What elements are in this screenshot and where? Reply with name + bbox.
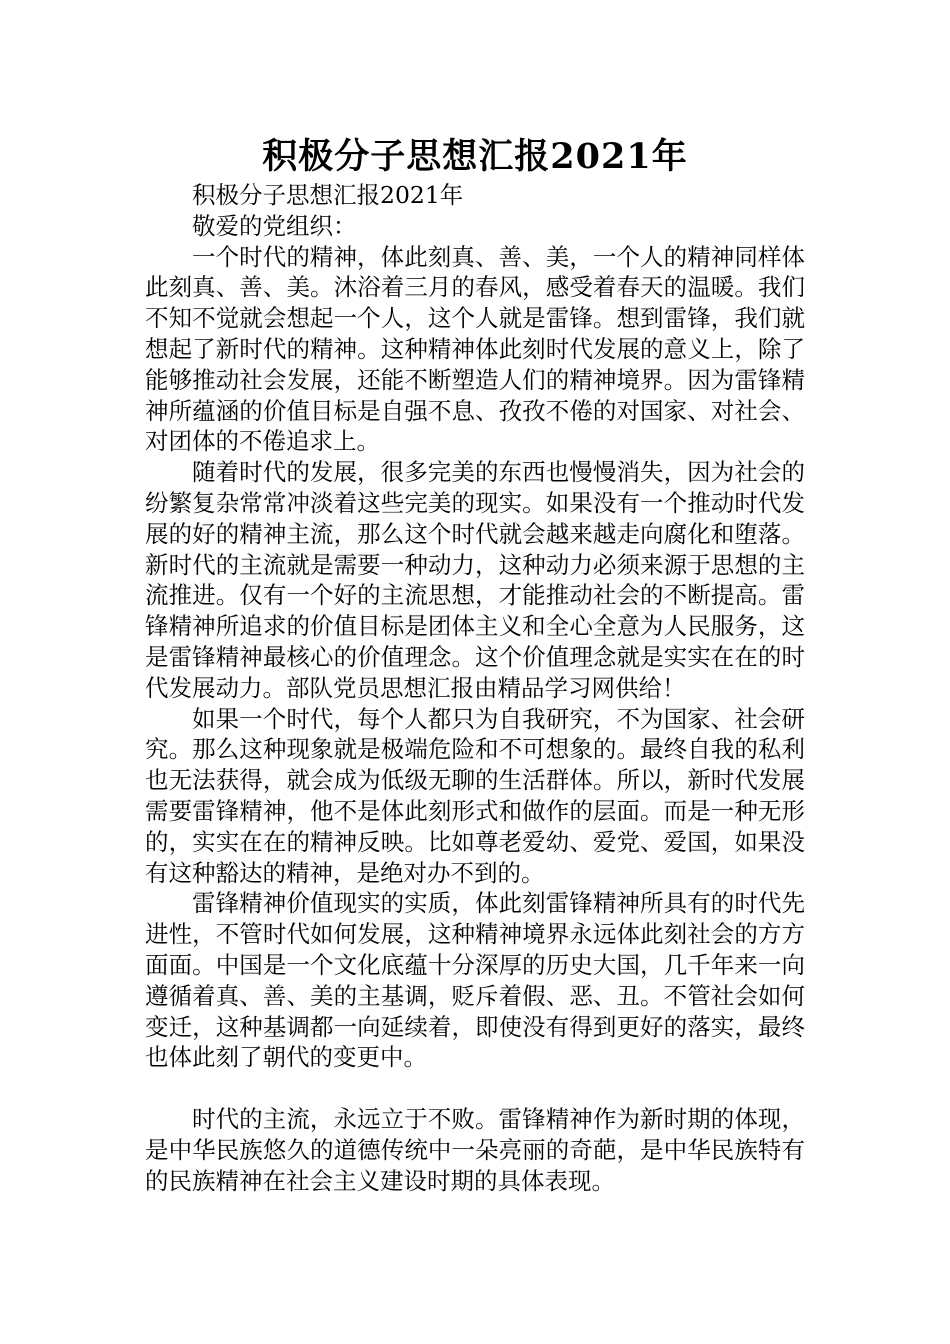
paragraph: 一个时代的精神，体此刻真、善、美，一个人的精神同样体此刻真、善、美。沐浴着三月的春风，感受着春天的温暖。我们不知不觉就会想起一个人，这个人就是雷锋。想到雷锋，我们就想起了新时代的精神。这种精神体此刻时代发展的意义上，除了能够推动社会发展，还能不断塑造人们的精神境界。因为雷锋精神所蕴涵的价值目标是自强不息、孜孜不倦的对国家、对社会、对团体的不倦追求上。 xyxy=(145,242,805,456)
salutation: 敬爱的党组织： xyxy=(192,211,357,240)
paragraph: 随着时代的发展，很多完美的东西也慢慢消失，因为社会的纷繁复杂常常冲淡着这些完美的现实。如果没有一个推动时代发展的好的精神主流，那么这个时代就会越来越走向腐化和堕落。新时代的主流就是需要一种动力，这种动力必须来源于思想的主流推进。仅有一个好的主流思想，才能推动社会的不断提高。雷锋精神所追求的价值目标是团体主义和全心全意为人民服务，这是雷锋精神最核心的价值理念。这个价值理念就是实实在在的时代发展动力。部队党员思想汇报由精品学习网供给！ xyxy=(145,458,805,702)
paragraph: 时代的主流，永远立于不败。雷锋精神作为新时期的体现，是中华民族悠久的道德传统中一朵亮丽的奇葩，是中华民族特有的民族精神在社会主义建设时期的具体表现。 xyxy=(145,1104,805,1195)
document-title: 积极分子思想汇报2021年 xyxy=(262,136,688,177)
document-body xyxy=(145,180,805,1196)
paragraph: 如果一个时代，每个人都只为自我研究，不为国家、社会研究。那么这种现象就是极端危险和不可想象的。最终自我的私利也无法获得，就会成为低级无聊的生活群体。所以，新时代发展需要雷锋精神，他不是体此刻形式和做作的层面。而是一种无形的，实实在在的精神反映。比如尊老爱幼、爱党、爱国，如果没有这种豁达的精神，是绝对办不到的。 xyxy=(145,704,805,887)
document-subtitle: 积极分子思想汇报2021年 xyxy=(192,181,464,209)
paragraph: 雷锋精神价值现实的实质，体此刻雷锋精神所具有的时代先进性，不管时代如何发展，这种精神境界永远体此刻社会的方方面面。中国是一个文化底蕴十分深厚的历史大国，几千年来一向遵循着真、善、美的主基调，贬斥着假、恶、丑。不管社会如何变迁，这种基调都一向延续着，即使没有得到更好的落实，最终也体此刻了朝代的变更中。 xyxy=(145,889,805,1072)
